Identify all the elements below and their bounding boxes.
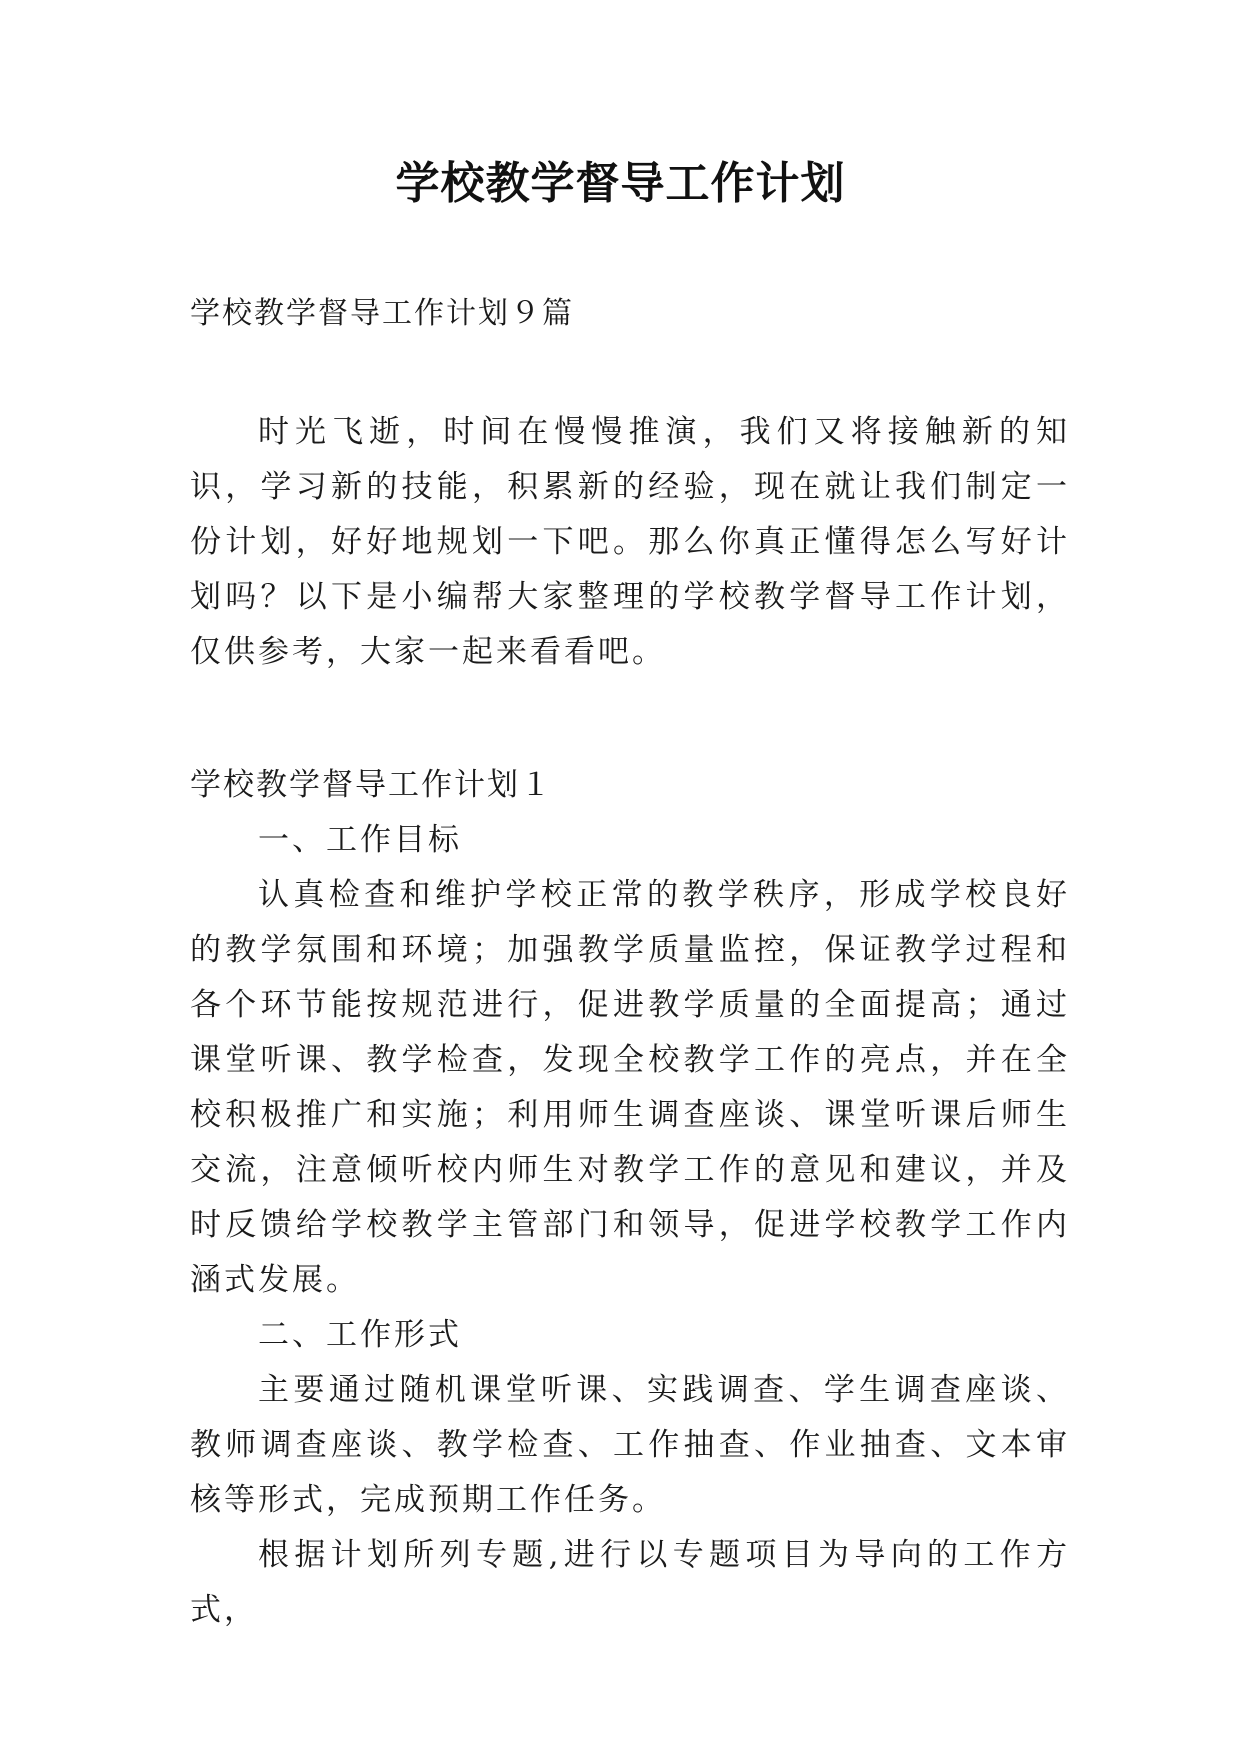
goal-paragraph: 认真检查和维护学校正常的教学秩序，形成学校良好的教学氛围和环境；加强教学质量监控，保证教学过程和各个环节能按规范进行，促进教学质量的全面提高；通过课堂听课、教学检查，发现全校教学工作的亮点，并在全校积极推广和实施；利用师生调查座谈、课堂听课后师生交流，注意倾听校内师生对教学工作的意见和建议，并及时反馈给学校教学主管部门和领导，促进学校教学工作内涵式发展。 [190, 877, 1070, 1298]
document-subtitle: 学校教学督导工作计划９篇 [190, 296, 574, 331]
intro-paragraph: 时光飞逝，时间在慢慢推演，我们又将接触新的知识，学习新的技能，积累新的经验，现在就让我们制定一份计划，好好地规划一下吧。那么你真正懂得怎么写好计划吗？以下是小编帮大家整理的学校教学督导工作计划，仅供参考，大家一起来看看吧。 [190, 414, 1070, 670]
document-title: 学校教学督导工作计划 [395, 158, 846, 209]
form-paragraph: 主要通过随机课堂听课、实践调查、学生调查座谈、教师调查座谈、教学检查、工作抽查、作业抽查、文本审核等形式，完成预期工作任务。 [190, 1372, 1070, 1518]
section-heading: 学校教学督导工作计划１ [190, 767, 553, 803]
form-heading: 二、工作形式 [258, 1317, 462, 1353]
method-paragraph: 根据计划所列专题,进行以专题项目为导向的工作方式， [190, 1537, 1070, 1628]
goal-heading: 一、工作目标 [258, 822, 462, 858]
section-plan-1 [190, 758, 1070, 1638]
